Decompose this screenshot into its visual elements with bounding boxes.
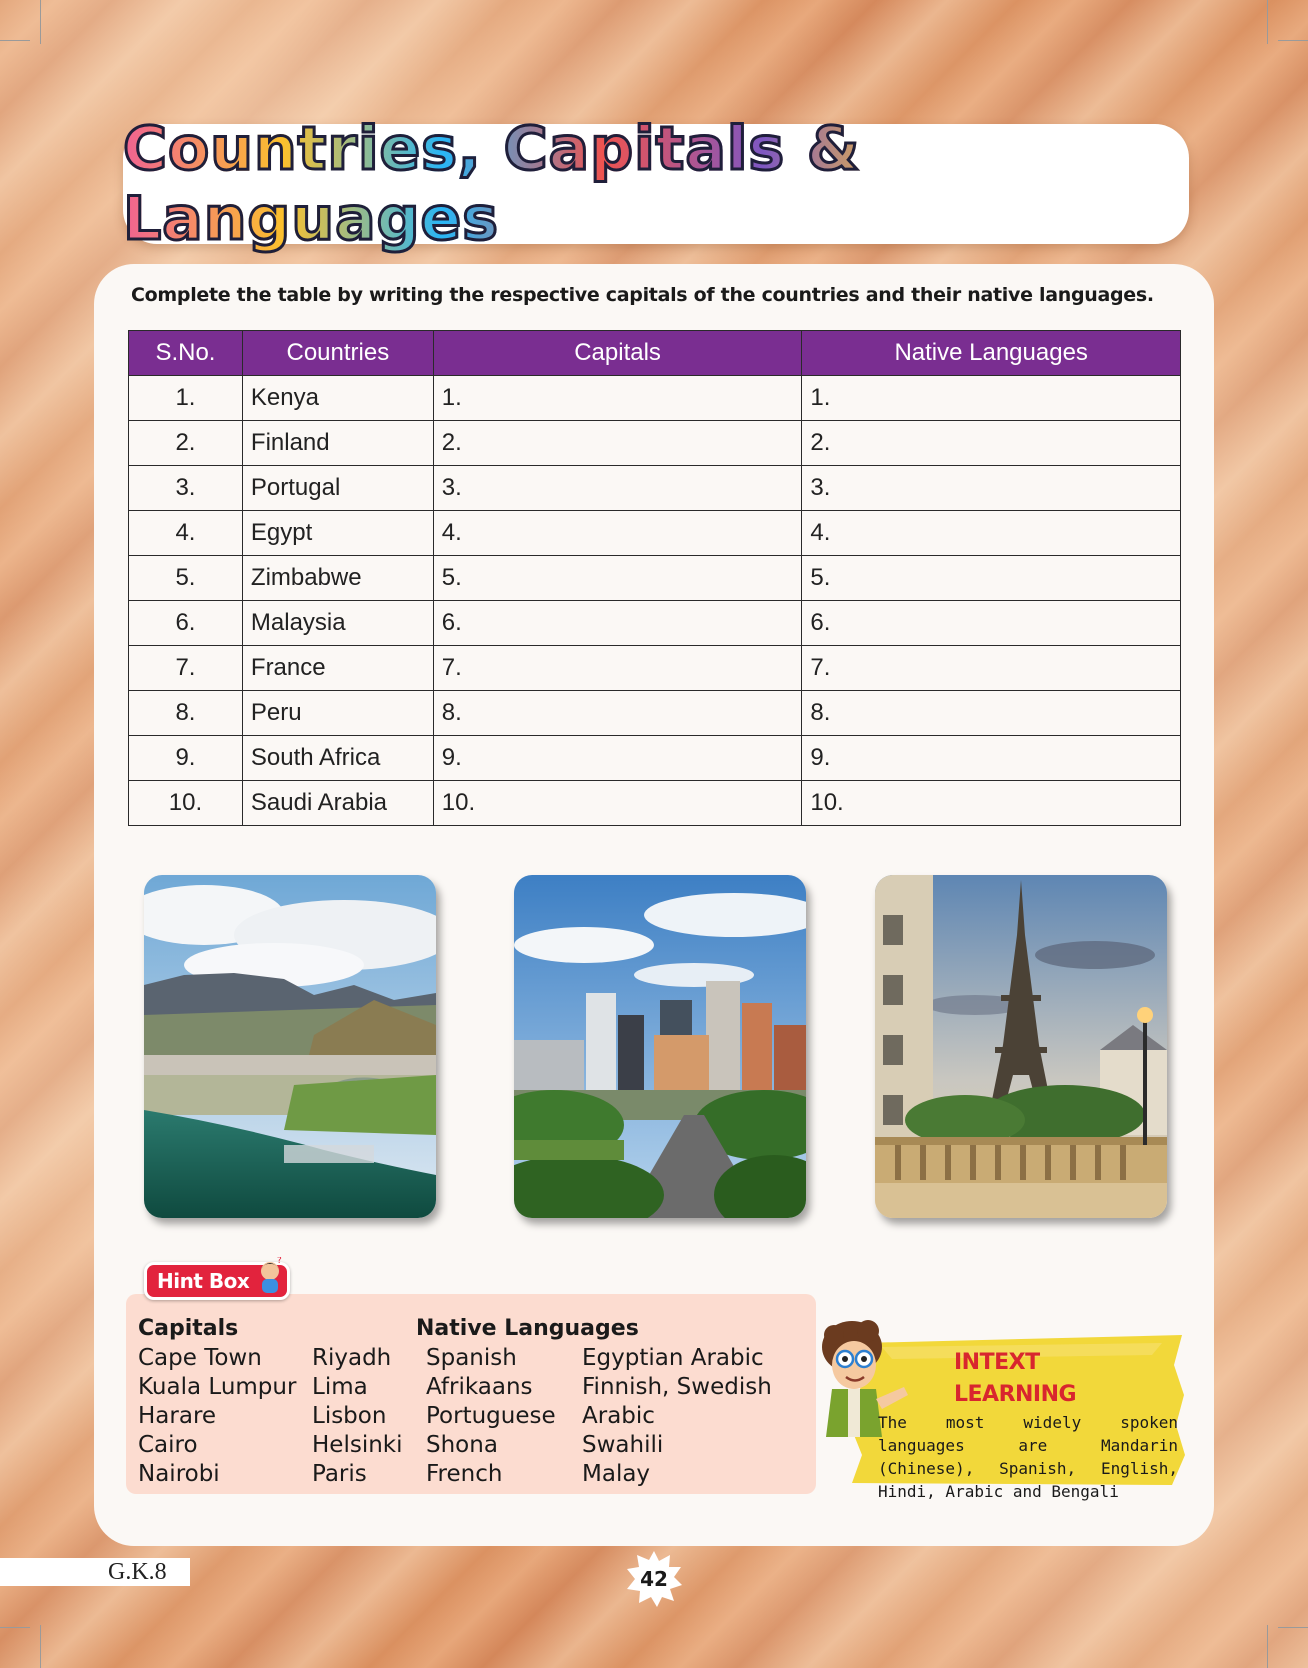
table-row [129, 466, 1181, 511]
table-row [129, 511, 1181, 556]
cell-language-blank[interactable]: 3. [802, 466, 1181, 511]
hint-item: Shona [426, 1432, 498, 1458]
svg-text:?: ? [277, 1257, 283, 1266]
intext-title [954, 1347, 1076, 1411]
cell-language-blank[interactable]: 8. [802, 691, 1181, 736]
hint-box-label-text: Hint Box [157, 1269, 250, 1293]
hint-languages-column-2 [582, 1344, 772, 1489]
cell-language-blank[interactable]: 7. [802, 646, 1181, 691]
cell-sno: 8. [129, 691, 243, 736]
hint-item: Harare [138, 1403, 217, 1429]
page-number-badge [624, 1549, 684, 1609]
cell-capital-blank[interactable]: 9. [433, 736, 802, 781]
cell-capital-blank[interactable]: 1. [433, 376, 802, 421]
photo-city-skyline [514, 875, 806, 1218]
cell-capital-blank[interactable]: 7. [433, 646, 802, 691]
cell-capital-blank[interactable]: 6. [433, 601, 802, 646]
cell-country: South Africa [242, 736, 433, 781]
cell-capital-blank[interactable]: 2. [433, 421, 802, 466]
hint-item: Lima [312, 1374, 368, 1400]
hint-item: Malay [582, 1461, 651, 1487]
cell-capital-blank[interactable]: 8. [433, 691, 802, 736]
hint-item: Egyptian Arabic [582, 1345, 764, 1371]
crop-mark [1278, 1627, 1308, 1628]
cell-language-blank[interactable]: 2. [802, 421, 1181, 466]
page-title: Countries, Capitals & Languages [123, 114, 1189, 254]
cell-country: Zimbabwe [242, 556, 433, 601]
cell-country: Malaysia [242, 601, 433, 646]
header-sno: S.No. [129, 331, 243, 376]
crop-mark [40, 1625, 41, 1668]
hint-capitals-column-1 [138, 1344, 296, 1489]
hint-item: Finnish, Swedish [582, 1374, 772, 1400]
page-number: 42 [640, 1567, 668, 1591]
cell-language-blank[interactable]: 5. [802, 556, 1181, 601]
crop-mark [0, 1627, 30, 1628]
cell-sno: 4. [129, 511, 243, 556]
cell-sno: 10. [129, 781, 243, 826]
hint-capitals-column-2 [312, 1344, 403, 1489]
worksheet-table [128, 330, 1181, 826]
title-banner [123, 114, 1189, 254]
cell-sno: 3. [129, 466, 243, 511]
crop-mark [1278, 40, 1308, 41]
book-label: G.K.8 [0, 1558, 190, 1586]
header-languages: Native Languages [802, 331, 1181, 376]
hint-item: Cairo [138, 1432, 198, 1458]
hint-capitals-heading: Capitals [138, 1316, 239, 1341]
hint-item: Swahili [582, 1432, 664, 1458]
cell-sno: 1. [129, 376, 243, 421]
hint-item: Cape Town [138, 1345, 262, 1371]
cell-capital-blank[interactable]: 3. [433, 466, 802, 511]
content-panel [94, 264, 1214, 1546]
cell-sno: 2. [129, 421, 243, 466]
table-row [129, 556, 1181, 601]
intext-title-line1: INTEXT [954, 1350, 1040, 1375]
table-row [129, 376, 1181, 421]
cell-country: France [242, 646, 433, 691]
table-row [129, 736, 1181, 781]
cell-language-blank[interactable]: 1. [802, 376, 1181, 421]
cell-language-blank[interactable]: 9. [802, 736, 1181, 781]
table-row [129, 601, 1181, 646]
table-row [129, 646, 1181, 691]
crop-mark [40, 0, 41, 44]
cell-language-blank[interactable]: 4. [802, 511, 1181, 556]
thinking-boy-icon [255, 1257, 285, 1295]
hint-box [126, 1294, 816, 1494]
cell-country: Egypt [242, 511, 433, 556]
table-row [129, 691, 1181, 736]
cell-capital-blank[interactable]: 10. [433, 781, 802, 826]
cell-language-blank[interactable]: 10. [802, 781, 1181, 826]
cell-capital-blank[interactable]: 4. [433, 511, 802, 556]
hint-box-label [144, 1257, 290, 1300]
cell-language-blank[interactable]: 6. [802, 601, 1181, 646]
hint-item: French [426, 1461, 503, 1487]
instruction-text: Complete the table by writing the respective capitals of the countries and their native languages. [131, 284, 1154, 306]
table-header-row [129, 331, 1181, 376]
hint-languages-column-1 [426, 1344, 556, 1489]
hint-languages-heading: Native Languages [416, 1316, 639, 1341]
table-row [129, 421, 1181, 466]
hint-item: Arabic [582, 1403, 655, 1429]
crop-mark [1267, 1625, 1268, 1668]
crop-mark [1267, 0, 1268, 44]
cell-country: Peru [242, 691, 433, 736]
hint-item: Paris [312, 1461, 367, 1487]
hint-item: Kuala Lumpur [138, 1374, 297, 1400]
cell-sno: 9. [129, 736, 243, 781]
hint-item: Portuguese [426, 1403, 556, 1429]
intext-title-line2: LEARNING [954, 1382, 1077, 1407]
photo-cape-town [144, 875, 436, 1218]
table-row [129, 781, 1181, 826]
cell-country: Portugal [242, 466, 433, 511]
header-capitals: Capitals [433, 331, 802, 376]
cell-sno: 6. [129, 601, 243, 646]
hint-item: Afrikaans [426, 1374, 533, 1400]
cell-sno: 7. [129, 646, 243, 691]
hint-item: Nairobi [138, 1461, 220, 1487]
hint-item: Helsinki [312, 1432, 403, 1458]
intext-learning-box [822, 1325, 1187, 1501]
hint-item: Spanish [426, 1345, 517, 1371]
hint-item: Lisbon [312, 1403, 387, 1429]
cell-country: Saudi Arabia [242, 781, 433, 826]
crop-mark [0, 40, 30, 41]
intext-body: The most widely spoken languages are Mandarin (Chinese), Spanish, English, Hindi, Arabic and Bengali [878, 1413, 1178, 1501]
cell-country: Finland [242, 421, 433, 466]
cell-country: Kenya [242, 376, 433, 421]
header-countries: Countries [242, 331, 433, 376]
photo-eiffel-tower [875, 875, 1167, 1218]
cell-sno: 5. [129, 556, 243, 601]
hint-item: Riyadh [312, 1345, 392, 1371]
cell-capital-blank[interactable]: 5. [433, 556, 802, 601]
